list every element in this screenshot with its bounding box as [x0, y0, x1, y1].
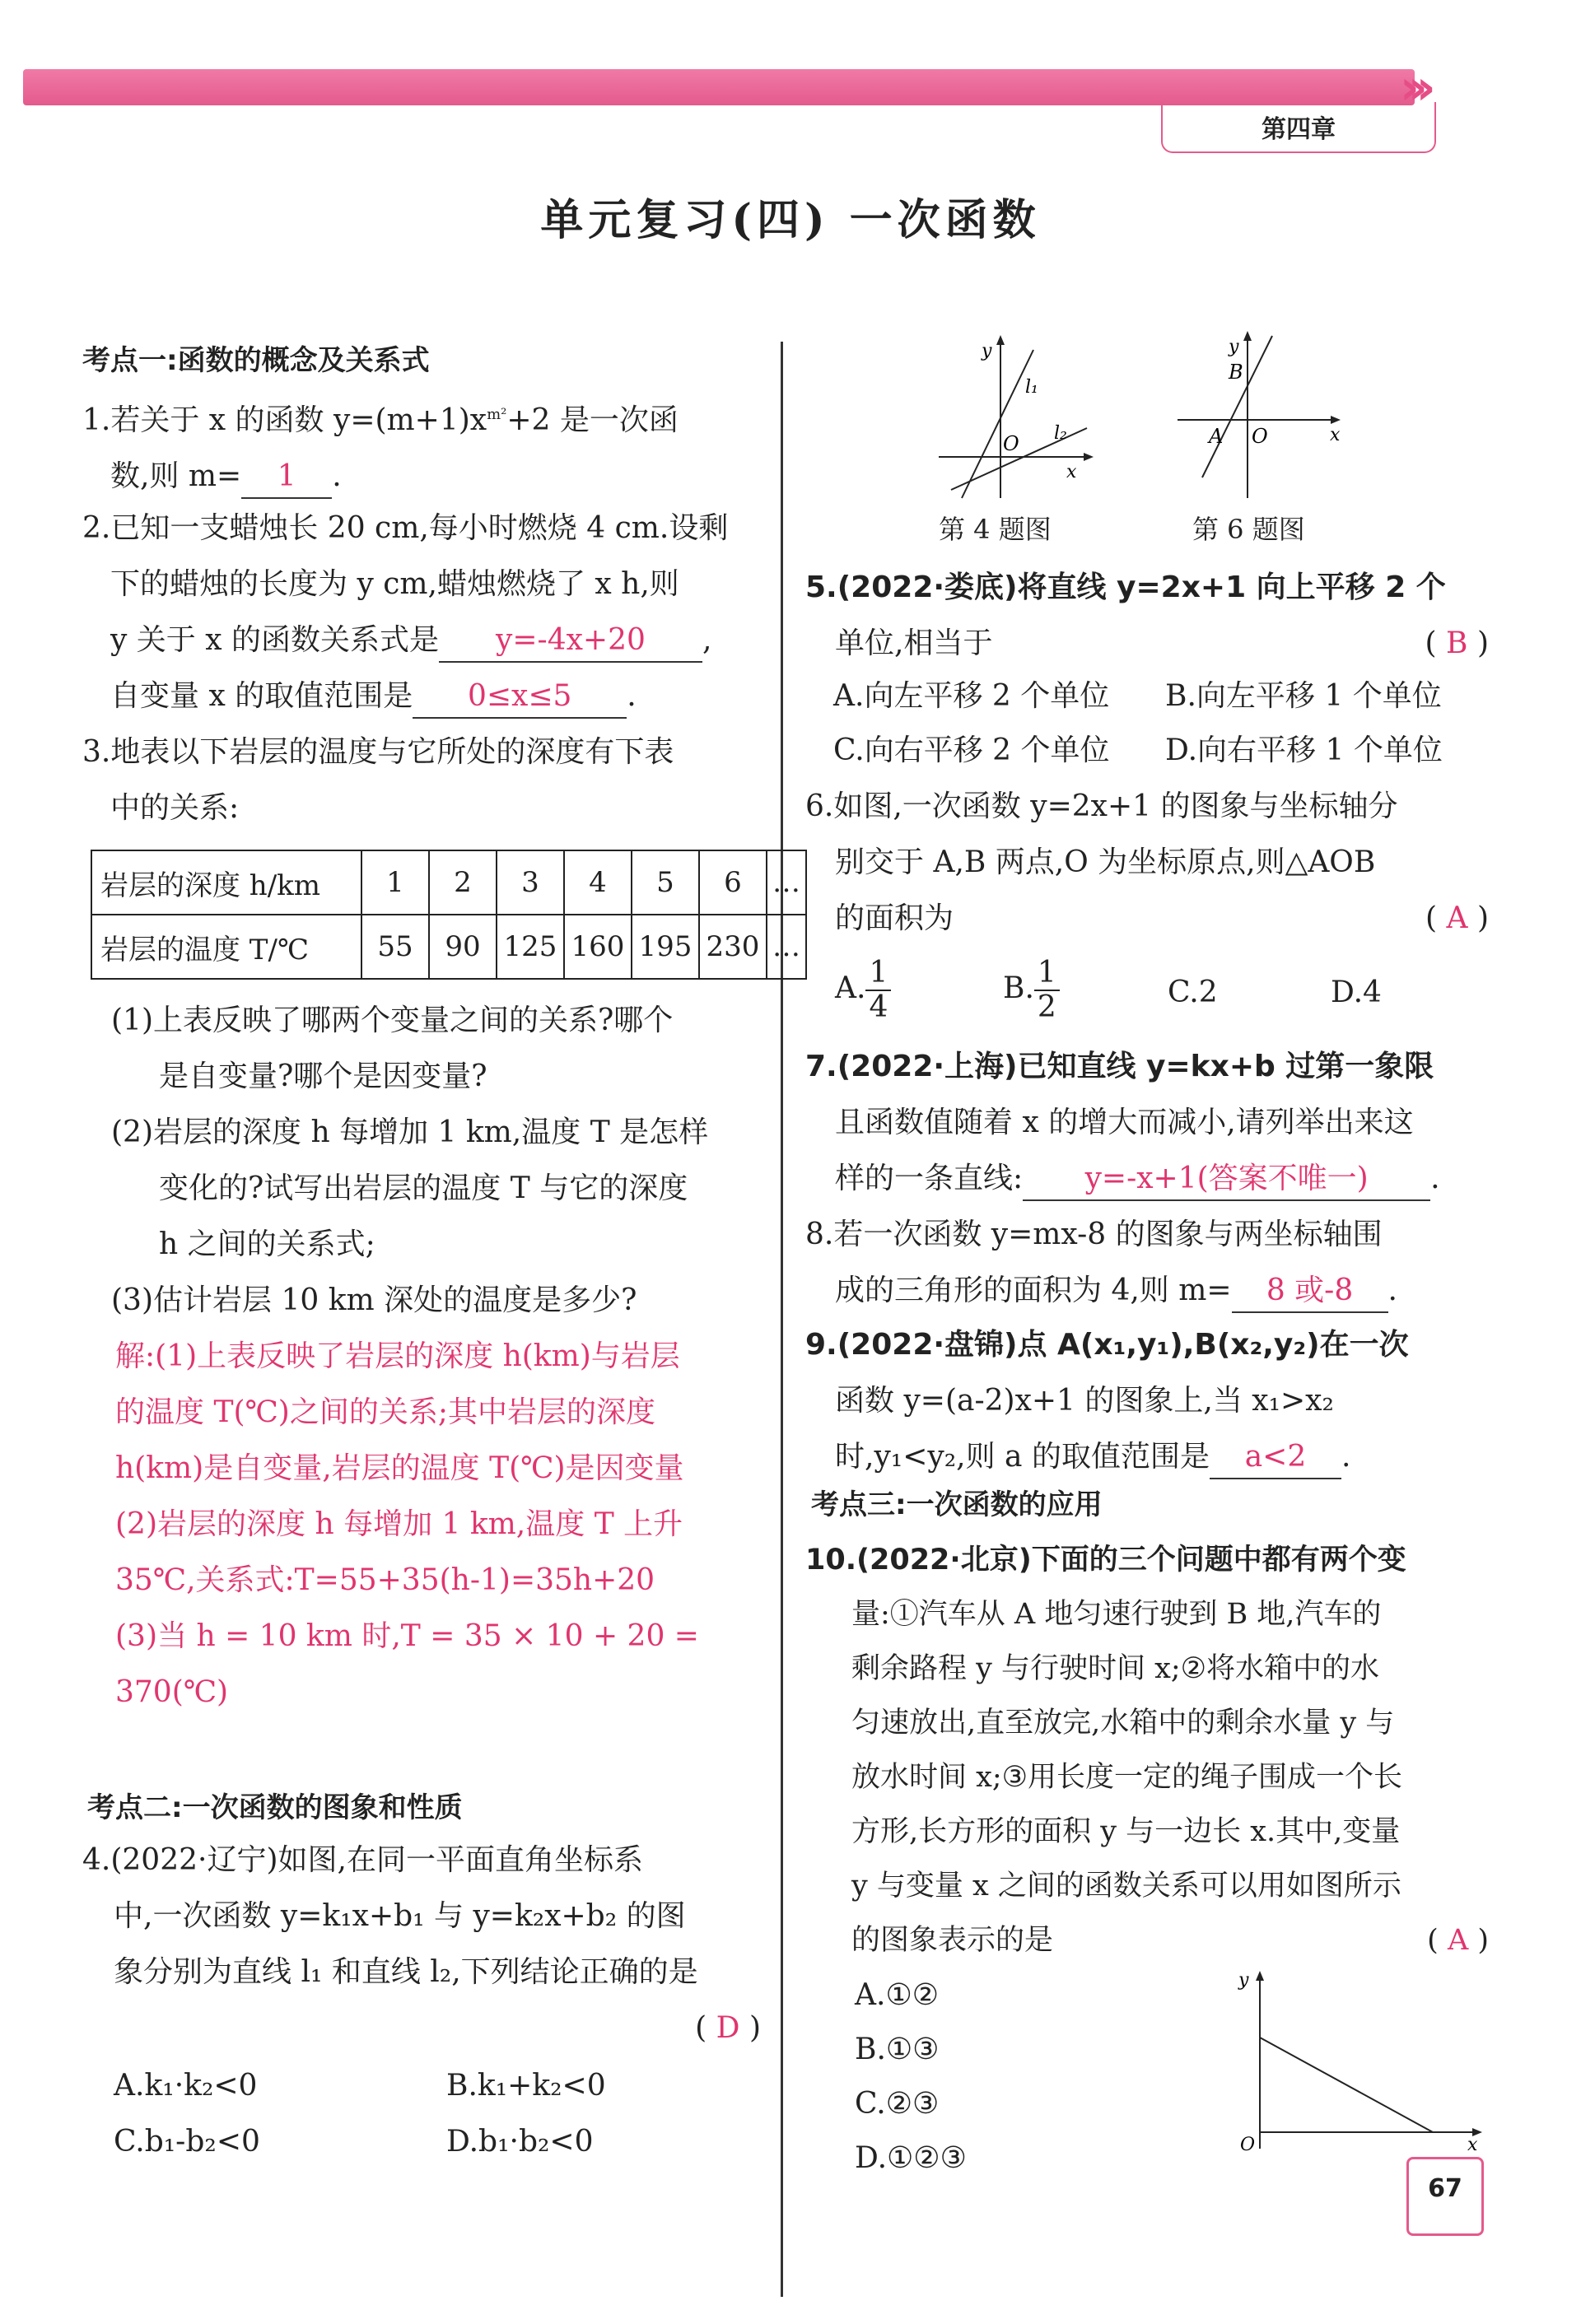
svg-text:x: x — [1467, 2135, 1478, 2155]
q5-option-a: A.向左平移 2 个单位 — [833, 679, 1110, 713]
question-3-subparts: (1)上表反映了哪两个变量之间的关系?哪个 是自变量?哪个是因变量? (2)岩层的深度 h 每增加 1 km,温度 T 是怎样 变化的?试写出岩层的温度 T 与它的深度 h 之间的关系式; (3)估计岩层 10 km 深处的温度是多少? — [111, 1004, 709, 1317]
question-2: 2.已知一支蜡烛长 20 cm,每小时燃烧 4 cm.设剩 下的蜡烛的长度为 y cm,蜡烛燃烧了 x h,则 y 关于 x 的函数关系式是 y=-4x+20 , 自变量 x 的取值范围是 0≤x≤5 . — [82, 501, 766, 724]
svg-text:l₁: l₁ — [1025, 377, 1038, 398]
svg-text:y: y — [982, 341, 992, 361]
question-8: 8.若一次函数 y=mx-8 的图象与两坐标轴围 成的三角形的面积为 4,则 m= 8 或-8 . — [805, 1207, 1489, 1319]
column-divider — [781, 342, 783, 2297]
q10-option-d: D.①②③ — [855, 2141, 967, 2175]
answer-7: y=-x+1(答案不唯一) — [1023, 1158, 1430, 1201]
q6-option-c: C.2 — [1168, 976, 1218, 1009]
svg-text:A: A — [1209, 425, 1224, 448]
answer-4: D — [716, 2011, 740, 2045]
svg-text:x: x — [1330, 425, 1341, 445]
q5-option-c: C.向右平移 2 个单位 — [833, 734, 1110, 767]
chapter-label: 第四章 — [1161, 102, 1436, 153]
svg-text:l₂: l₂ — [1054, 423, 1067, 444]
page-title: 单元复习(四) 一次函数 — [540, 195, 1041, 245]
q6-option-b: B. $\frac{1}{2}$ — [1003, 957, 1060, 1024]
section-heading-1: 考点一:函数的概念及关系式 — [82, 344, 430, 377]
q5-option-d: D.向右平移 1 个单位 — [1165, 734, 1443, 767]
depth-temperature-table — [91, 850, 807, 980]
q4-option-a: A.k₁·k₂<0 — [114, 2069, 258, 2103]
figure-4-caption: 第 4 题图 — [939, 514, 1052, 545]
q4-option-c: C.b₁-b₂<0 — [114, 2125, 260, 2159]
answer-6: A — [1446, 901, 1468, 935]
page-number: 67 — [1406, 2157, 1484, 2236]
question-5: 5.(2022·娄底)将直线 y=2x+1 向上平移 2 个 单位,相当于 ( B ) — [805, 571, 1489, 660]
svg-text:y: y — [1229, 337, 1239, 357]
question-7: 7.(2022·上海)已知直线 y=kx+b 过第一象限 且函数值随着 x 的增大而减小,请列举出来这 样的一条直线: y=-x+1(答案不唯一) . — [805, 1039, 1489, 1207]
chevron-arrows-icon: ››› — [1400, 59, 1425, 115]
section-heading-2: 考点二:一次函数的图象和性质 — [87, 1791, 463, 1824]
figure-4-graph — [922, 333, 1120, 506]
q6-option-d: D.4 — [1331, 976, 1382, 1009]
svg-text:x: x — [1066, 462, 1077, 482]
q10-option-b: B.①③ — [855, 2033, 940, 2066]
question-6: 6.如图,一次函数 y=2x+1 的图象与坐标轴分 别交于 A,B 两点,O 为坐标原点,则△AOB 的面积为 ( A ) — [805, 789, 1489, 935]
q5-option-b: B.向左平移 1 个单位 — [1165, 679, 1442, 713]
question-3-solution: 解:(1)上表反映了岩层的深度 h(km)与岩层 的温度 T(℃)之间的关系;其中岩层的深度 h(km)是自变量,岩层的温度 T(℃)是因变量 (2)岩层的深度 h 每增加 1 km,温度 T 上升 35℃,关系式:T=55+35(h-1)=35h+20 (3)当 h = 10 km 时,T = 35 × 10 + 20 = 370(℃) — [115, 1339, 699, 1709]
question-1: 1.若关于 x 的函数 $y=(m+1)x^{m^2}+2$ 是一次函 数,则 m= 1 . — [82, 387, 766, 505]
q10-option-c: C.②③ — [855, 2087, 940, 2121]
svg-text:O: O — [1240, 2135, 1256, 2155]
svg-text:O: O — [1252, 425, 1268, 448]
q4-option-b: B.k₁+k₂<0 — [446, 2069, 606, 2103]
question-9: 9.(2022·盘锦)点 A(x₁,y₁),B(x₂,y₂)在一次 函数 y=(a-2)x+1 的图象上,当 x₁>x₂ 时,y₁<y₂,则 a 的取值范围是 a<2 . — [805, 1317, 1489, 1485]
answer-2b: 0≤x≤5 — [413, 676, 627, 719]
answer-9: a<2 — [1210, 1437, 1341, 1479]
figure-10-graph — [1227, 1968, 1490, 2157]
answer-1: 1 — [241, 456, 332, 499]
answer-2a: y=-4x+20 — [439, 620, 702, 663]
svg-text:y: y — [1238, 1970, 1249, 1991]
question-4: 4.(2022·辽宁)如图,在同一平面直角坐标系 中,一次函数 y=k₁x+b₁ 与 y=k₂x+b₂ 的图 象分别为直线 l₁ 和直线 l₂,下列结论正确的是 ( D ) — [82, 1843, 761, 2045]
figure-6-graph — [1169, 329, 1350, 502]
q10-option-a: A.①② — [855, 1978, 939, 2012]
answer-8: 8 或-8 — [1232, 1270, 1388, 1313]
answer-10: A — [1447, 1924, 1469, 1957]
question-3: 3.地表以下岩层的温度与它所处的深度有下表 中的关系: — [82, 735, 674, 825]
header-band — [23, 69, 1415, 105]
table-row: 岩层的温度 T/℃ 55 90 125 160 195 230 … — [91, 915, 806, 979]
q4-option-d: D.b₁·b₂<0 — [446, 2125, 594, 2159]
table-row: 岩层的深度 h/km 1 2 3 4 5 6 … — [91, 850, 806, 915]
q6-option-a: A. $\frac{1}{4}$ — [835, 957, 891, 1024]
question-10: 10.(2022·北京)下面的三个问题中都有两个变 量:①汽车从 A 地匀速行驶到 B 地,汽车的 剩余路程 y 与行驶时间 x;②将水箱中的水 匀速放出,直至放完,水箱中的剩余水量 y 与 放水时间 x;③用长度一定的绳子围成一个长 方形,长方形的面积 y 与一边长 x.其中,变量 y 与变量 x 之间的函数关系可以用如图所示 的图象表示的是 ( A ) — [805, 1544, 1489, 1957]
figure-6-caption: 第 6 题图 — [1192, 514, 1305, 545]
svg-text:B: B — [1229, 361, 1243, 384]
answer-5: B — [1446, 626, 1468, 660]
svg-text:O: O — [1003, 432, 1019, 455]
section-heading-3: 考点三:一次函数的应用 — [811, 1488, 1103, 1521]
